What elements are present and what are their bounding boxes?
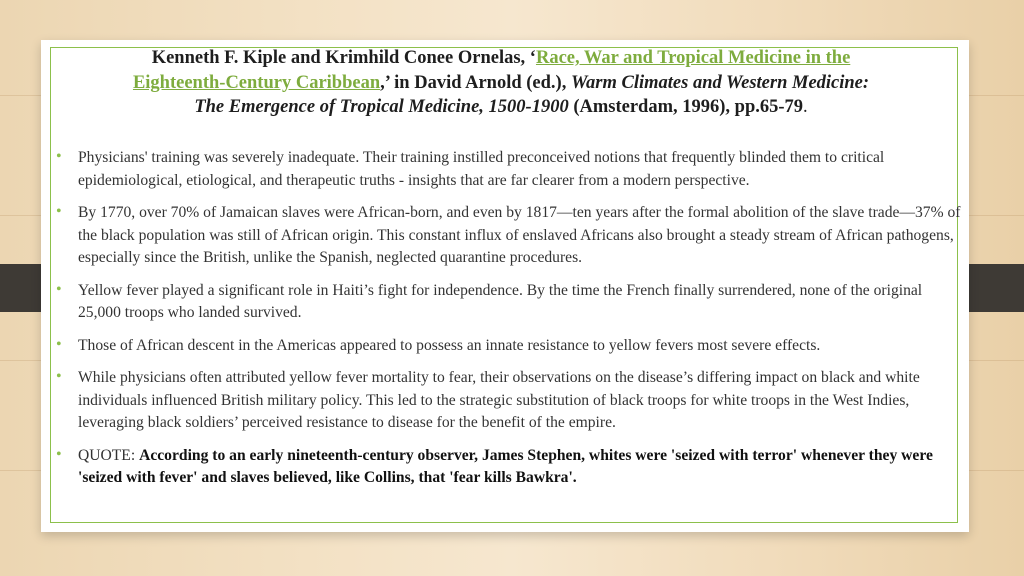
- citation-title: [131, 46, 871, 120]
- quote-label: QUOTE:: [78, 446, 140, 464]
- slide-card: [41, 40, 969, 532]
- book-title: Warm Climates and Western Medicine: The Emergence of Tropical Medicine, 1500-1900: [194, 72, 870, 117]
- decorative-band-right: [960, 264, 1024, 312]
- decorative-band-left: [0, 264, 42, 312]
- citation-publication: (Amsterdam, 1996), pp.65-79: [568, 97, 804, 117]
- bullet-item: • While physicians often attributed yellow fever mortality to fear, their observations on the disease’s differing impact on black and white individuals influenced British military policy. This led to the strategic substitution of black troops for white troops in the West Indies, leveraging black soldiers’ perceived resistance to disease for the benefit of the empire.: [53, 367, 965, 435]
- bullet-item: • Those of African descent in the Americas appeared to possess an innate resistance to yellow fevers most severe effects.: [53, 335, 965, 358]
- quote-item: [53, 445, 965, 490]
- citation-editor: ,’ in David Arnold (ed.),: [380, 72, 571, 93]
- article-title-link[interactable]: Race, War and Tropical Medicine in the Eighteenth-Century Caribbean: [132, 48, 851, 93]
- bullet-list: [53, 147, 965, 500]
- citation-end: .: [803, 97, 808, 117]
- bullet-item: • By 1770, over 70% of Jamaican slaves were African-born, and even by 1817—ten years after the formal abolition of the slave trade—37% of the black population was still of African origin. This constant influx of enslaved Africans also brought a steady stream of African pathogens, especially since the British, unlike the Spanish, neglected quarantine procedures.: [53, 202, 965, 270]
- quote-text: According to an early nineteenth-century observer, James Stephen, whites were 'seized with terror' whenever they were 'seized with fever' and slaves believed, like Collins, that 'fear kills Bawkra'.: [78, 446, 933, 486]
- bullet-item: • Physicians' training was severely inadequate. Their training instilled preconceived notions that frequently blinded them to critical epidemiological, etiological, and therapeutic truths - insights that are far clearer from a modern perspective.: [53, 147, 965, 192]
- bullet-item: • Yellow fever played a significant role in Haiti’s fight for independence. By the time the French finally surrendered, none of the original 25,000 troops who landed survived.: [53, 280, 965, 325]
- citation-authors: Kenneth F. Kiple and Krimhild Conee Ornelas, ‘: [151, 48, 536, 68]
